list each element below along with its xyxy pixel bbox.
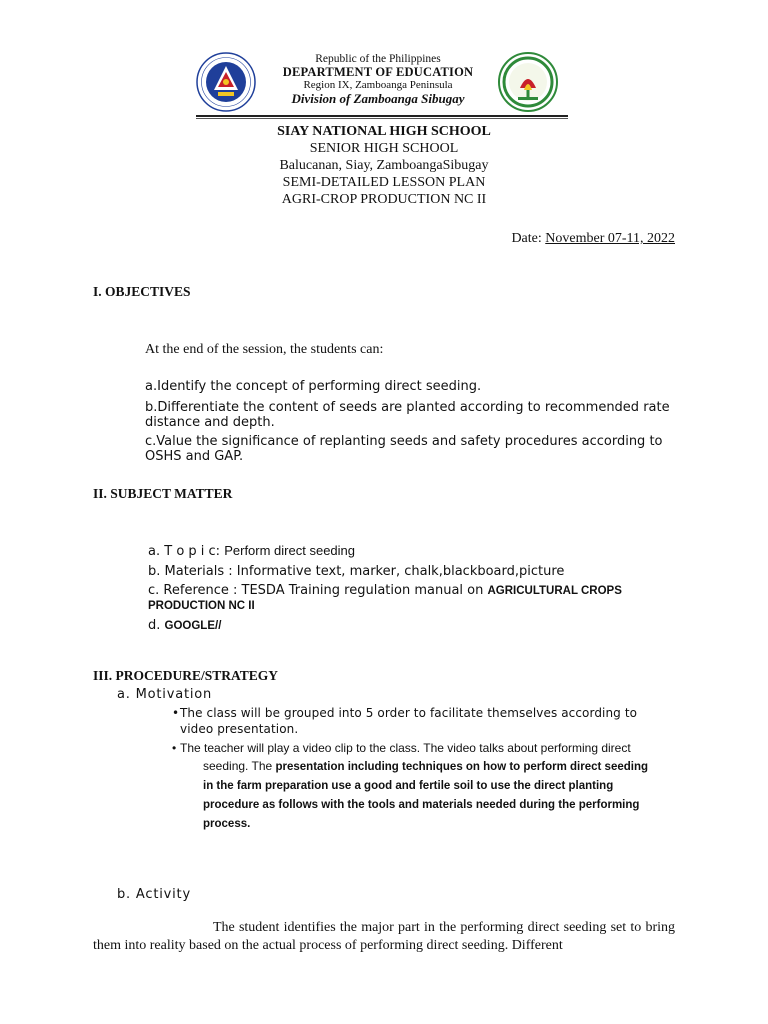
other-reference-line (148, 618, 221, 633)
reference-marker: c. (148, 583, 160, 598)
bullet-2-bold-4: process. (203, 818, 251, 830)
date-label: Date: (511, 231, 546, 246)
objective-marker: c. (145, 434, 157, 449)
deped-seal-left-icon (196, 52, 256, 112)
materials-line (148, 564, 564, 579)
agency-block (260, 53, 496, 105)
date-value: November 07-11, 2022 (545, 231, 675, 246)
division-seal-right-icon (498, 52, 558, 112)
letterhead-rule-thin (196, 118, 568, 119)
objective-item-c (145, 434, 685, 449)
procedure-heading: III. PROCEDURE/STRATEGY (93, 668, 279, 683)
objective-item-b-continued: distance and depth. (145, 415, 275, 430)
bullet-2-line-3 (180, 776, 675, 795)
other-marker: d. (148, 618, 161, 633)
subject-title: AGRI-CROP PRODUCTION NC II (281, 192, 487, 207)
school-level: SENIOR HIGH SCHOOL (309, 141, 459, 156)
motivation-bullets (172, 705, 675, 833)
materials-marker: b. (148, 564, 161, 579)
reference-bold: AGRICULTURAL CROPS (487, 585, 622, 597)
reference-line (148, 583, 622, 598)
division-text: Division of Zamboanga Sibugay (291, 91, 465, 106)
reference-text: Reference : TESDA Training regulation manual on (163, 583, 484, 598)
topic-label: T o p i c: (164, 544, 221, 559)
objective-text: Identify the concept of performing direct seeding. (157, 379, 482, 394)
objective-text: Differentiate the content of seeds are planted according to recommended rate (157, 400, 670, 415)
objective-item-c-continued: OSHS and GAP. (145, 449, 244, 464)
objective-text: Value the significance of replanting seeds and safety procedures according to (156, 434, 663, 449)
subject-matter-heading: II. SUBJECT MATTER (93, 486, 233, 501)
bullet-2-bold-1: presentation including techniques on how to perform direct seeding (275, 761, 649, 773)
activity-paragraph (93, 919, 675, 955)
motivation-label: a. Motivation (117, 687, 213, 702)
other-reference-text: GOOGLE// (164, 620, 222, 632)
objectives-intro: At the end of the session, the students can: (145, 342, 384, 357)
objective-item-b (145, 400, 685, 415)
topic-line (148, 543, 355, 559)
objective-item-a (145, 379, 685, 394)
school-header (0, 123, 768, 208)
bullet-2-plain: seeding. The (203, 759, 276, 773)
region-text: Region IX, Zamboanga Peninsula (303, 79, 453, 91)
topic-marker: a. (148, 544, 161, 559)
motivation-bullet-1 (172, 705, 675, 737)
reference-bold-continued: PRODUCTION NC II (148, 600, 255, 612)
bullet-2-line-4 (180, 795, 675, 814)
bullet-2-bold-2: in the farm preparation use a good and fertile soil to use the direct planting (203, 780, 614, 792)
bullet-2-bold-3: procedure as follows with the tools and materials needed during the performing (203, 799, 640, 811)
bullet-2-line-1: The teacher will play a video clip to the class. The video talks about performing direct (180, 741, 631, 755)
school-name: SIAY NATIONAL HIGH SCHOOL (277, 124, 491, 139)
bullet-1-line-2: video presentation. (180, 722, 299, 736)
school-address: Balucanan, Siay, ZamboangaSibugay (279, 158, 489, 173)
objective-marker: a. (145, 379, 158, 394)
department-text: DEPARTMENT OF EDUCATION (282, 65, 474, 79)
date-line (511, 231, 675, 247)
topic-value: Perform direct seeding (224, 543, 355, 558)
activity-line-2: bring them into reality based on the actual process of performing direct seeding. Different (93, 920, 675, 953)
objectives-heading: I. OBJECTIVES (93, 284, 191, 299)
bullet-2-line-2 (180, 757, 675, 776)
activity-line-1: The student identifies the major part in the performing direct seeding set to (213, 920, 642, 935)
materials-text: Materials : Informative text, marker, chalk,blackboard,picture (164, 564, 565, 579)
bullet-2-line-5 (180, 814, 675, 833)
motivation-bullet-2 (172, 739, 675, 833)
republic-text: Republic of the Philippines (315, 53, 441, 65)
letterhead-rule (196, 115, 568, 117)
letterhead (196, 52, 568, 112)
plan-type: SEMI-DETAILED LESSON PLAN (282, 175, 486, 190)
bullet-1-line-1: The class will be grouped into 5 order to facilitate themselves according to (180, 706, 638, 720)
activity-label: b. Activity (117, 887, 191, 902)
objective-marker: b. (145, 400, 158, 415)
